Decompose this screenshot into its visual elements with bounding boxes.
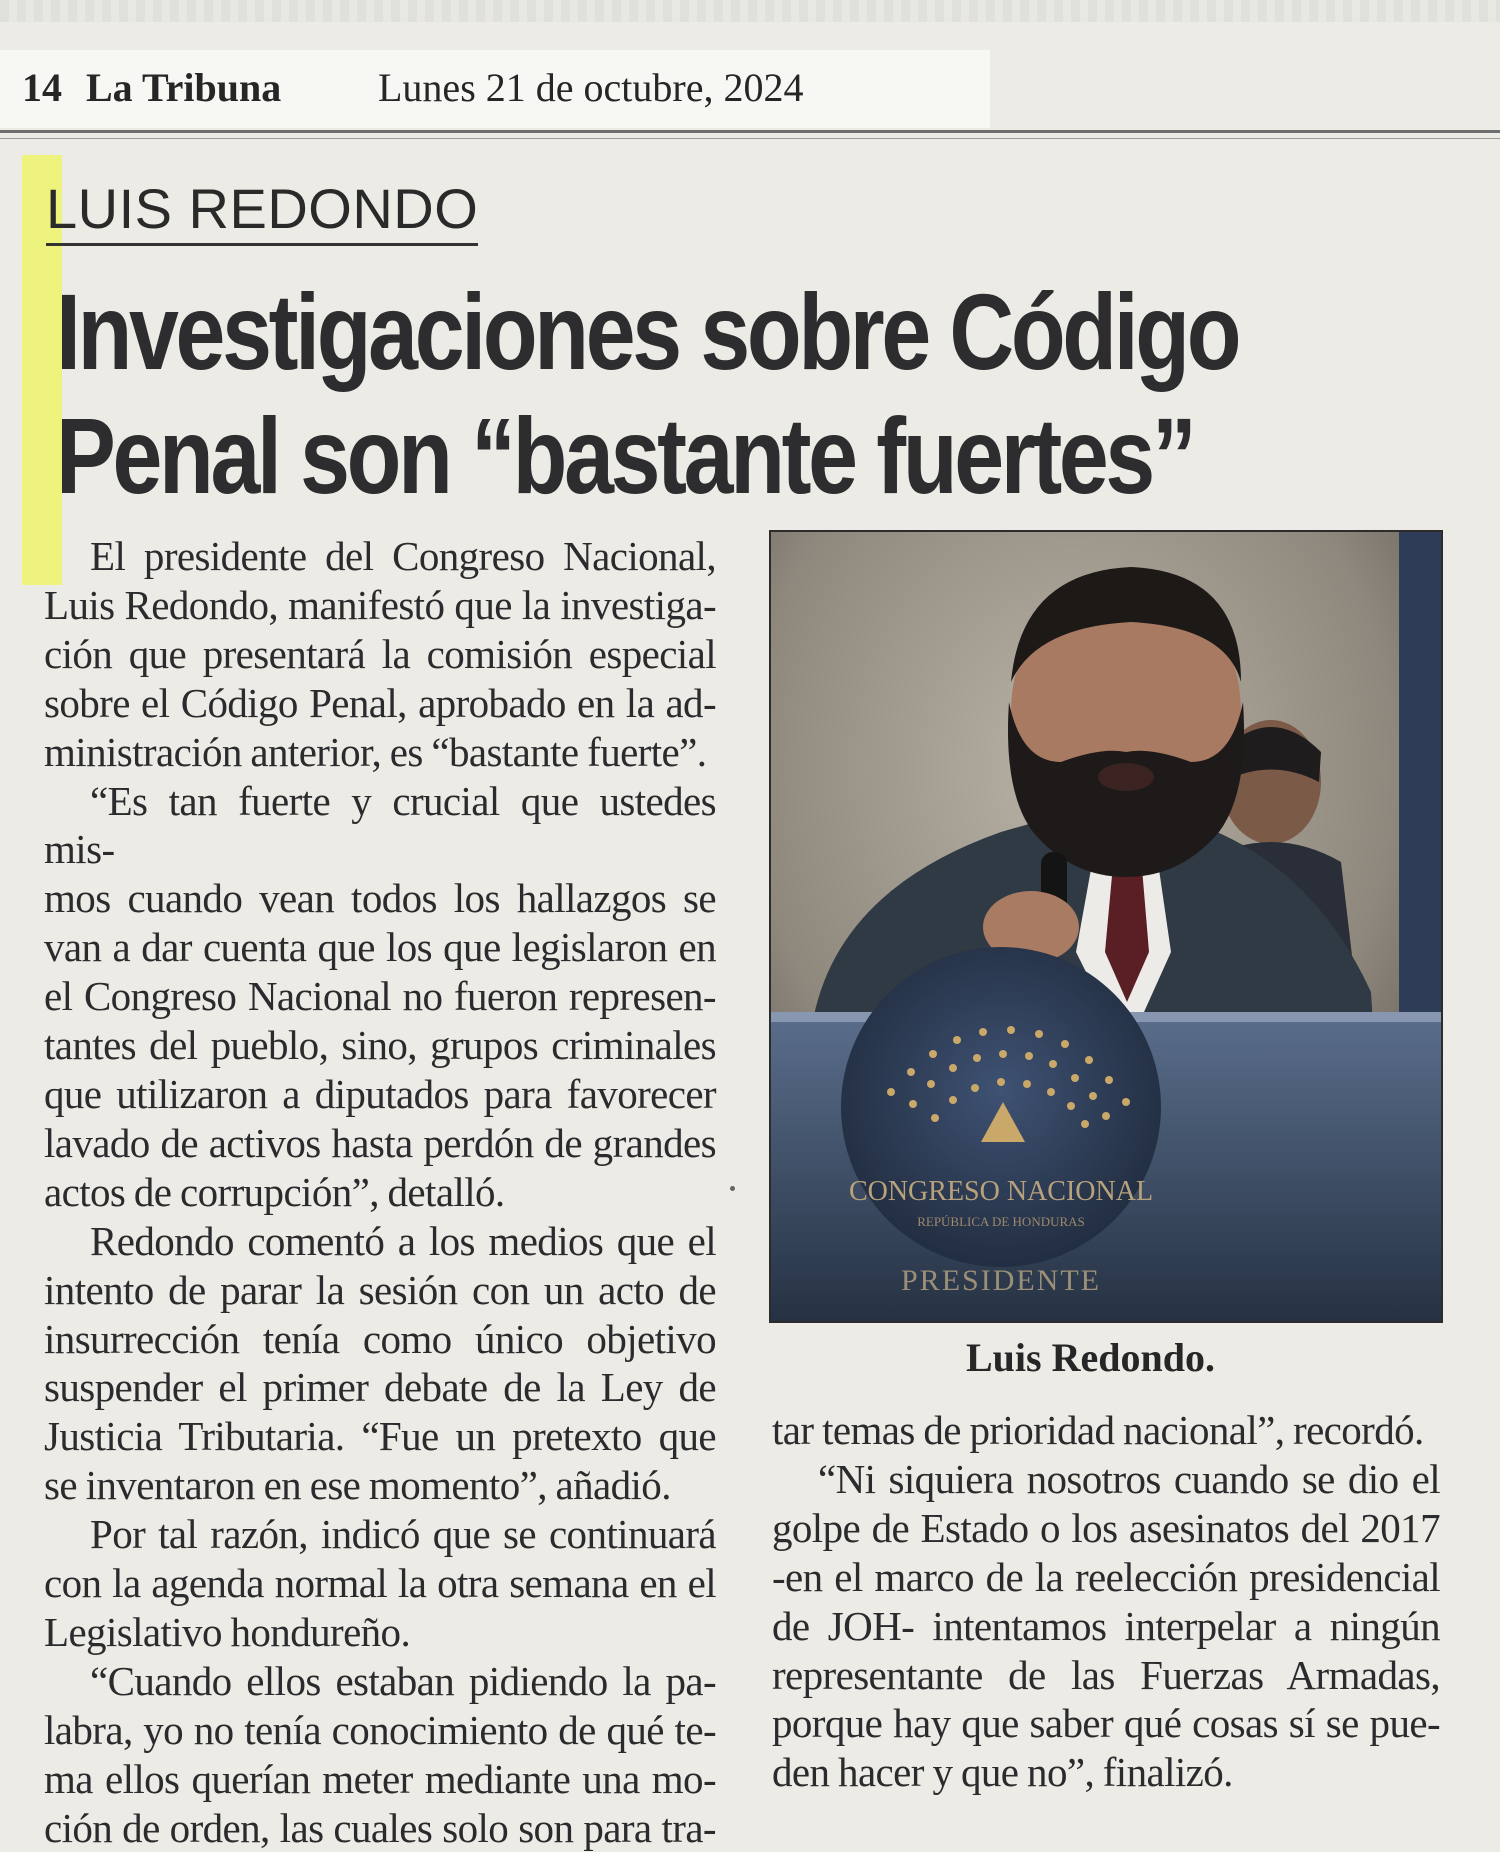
folio-rule (0, 130, 1500, 133)
podium-seal-text: CONGRESO NACIONAL (848, 1176, 1154, 1207)
article-photo (771, 532, 1441, 1321)
article-text-line: “Es tan fuerte y crucial que ustedes mis- (44, 777, 716, 873)
photo-caption: Luis Redondo. (966, 1335, 1215, 1380)
article-text-line: van a dar cuenta que los que legislaron en (44, 924, 716, 971)
article-text-line: suspender el primer debate de la Ley de (44, 1364, 716, 1411)
article-text-line: Justicia Tributaria. “Fue un pretexto que (44, 1413, 716, 1460)
article-text-line: Luis Redondo, manifestó que la investiga- (44, 581, 716, 628)
article-text-line: ción de orden, las cuales solo son para tra- (44, 1804, 716, 1851)
article-text-line: el Congreso Nacional no fueron represen- (44, 973, 716, 1020)
article-text-line: ministración anterior, es “bastante fuerte”. (44, 728, 707, 775)
article-text-line: representante de las Fuerzas Armadas, (772, 1651, 1440, 1698)
issue-date: Lunes 21 de octubre, 2024 (378, 65, 804, 110)
section-kicker: LUIS REDONDO (46, 176, 478, 246)
article-text-line: con la agenda normal la otra semana en el (44, 1560, 716, 1607)
article-text-line: mos cuando vean todos los hallazgos se (44, 875, 716, 922)
article-text-line: que utilizaron a diputados para favorecer (44, 1070, 716, 1117)
article-text-line: se inventaron en ese momento”, añadió. (44, 1462, 671, 1509)
page-number: 14 (22, 65, 62, 110)
article-text-line: golpe de Estado o los asesinatos del 2017 (772, 1504, 1440, 1551)
article-text-line: lavado de activos hasta perdón de grandes (44, 1119, 716, 1166)
newspaper-name: La Tribuna (86, 65, 282, 110)
headline-line-2: Penal son “bastante fuertes” (56, 395, 1194, 516)
article-text-line: labra, yo no tenía conocimiento de qué te- (44, 1706, 716, 1753)
article-text-line: Legislativo hondureño. (44, 1608, 411, 1655)
article-text-line: -en el marco de la reelección presidencial (772, 1553, 1440, 1600)
article-text-line: insurrección tenía como único objetivo (44, 1315, 716, 1362)
article-text-line: “Ni siquiera nosotros cuando se dio el (818, 1455, 1440, 1502)
article-text-line: Por tal razón, indicó que se continuará (90, 1511, 716, 1558)
article-text-line: intento de parar la sesión con un acto de (44, 1266, 716, 1313)
article-text-line: “Cuando ellos estaban pidiendo la pa- (90, 1657, 716, 1704)
article-text-line: sobre el Código Penal, aprobado en la ad- (44, 679, 716, 726)
article-text-line: El presidente del Congreso Nacional, (90, 533, 716, 579)
headline-line-1: Investigaciones sobre Código (56, 271, 1239, 392)
article-text-line: tantes del pueblo, sino, grupos criminales (44, 1022, 716, 1069)
article-text-line: de JOH- intentamos interpelar a ningún (772, 1602, 1440, 1649)
body-column-left (44, 532, 716, 1852)
article-text-line: ción que presentará la comisión especial (44, 630, 716, 677)
podium-seal-subtext: REPÚBLICA DE HONDURAS (917, 1214, 1085, 1229)
page-folio (0, 50, 990, 128)
print-speck (730, 1186, 735, 1191)
article-text-line: porque hay que saber qué cosas sí se pue- (772, 1700, 1440, 1747)
folio-rule-thin (0, 138, 1500, 139)
article-text-line: Redondo comentó a los medios que el (90, 1217, 716, 1264)
body-column-right (772, 1406, 1440, 1797)
article-text-line: actos de corrupción”, detalló. (44, 1168, 505, 1215)
page-edge-texture (0, 0, 1500, 22)
article-text-line: ma ellos querían meter mediante una mo- (44, 1755, 716, 1802)
article-text-line: den hacer y que no”, finalizó. (772, 1749, 1233, 1796)
podium-label: PRESIDENTE (901, 1264, 1101, 1297)
article-headline (56, 270, 1251, 518)
article-text-line: tar temas de prioridad nacional”, recordó. (772, 1407, 1424, 1453)
